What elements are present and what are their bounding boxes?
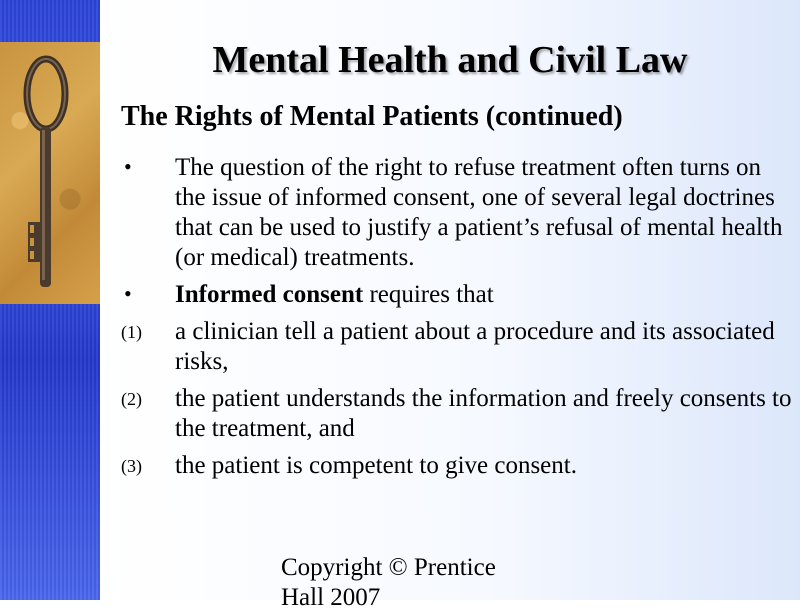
- bullet-text: [175, 280, 796, 310]
- numbered-text: a clinician tell a patient about a procedure and its associated risks,: [175, 318, 775, 375]
- number-marker: (3): [121, 456, 142, 476]
- copyright-footer: Copyright © Prentice Hall 2007: [281, 554, 496, 611]
- numbered-text: the patient is competent to give consent.: [175, 452, 577, 479]
- bullet-text: The question of the right to refuse treatment often turns on the issue of informed consent, one of several legal doctrines that can be used to justify a patient’s refusal of mental health (or medical) treatments.: [175, 154, 783, 271]
- bullet-item: [121, 153, 796, 273]
- number-marker: (1): [121, 322, 142, 342]
- number-marker: (2): [121, 389, 142, 409]
- bullet-marker: •: [124, 281, 132, 306]
- numbered-item: [121, 384, 796, 444]
- bullet-text-rest: requires that: [363, 281, 494, 308]
- bullet-marker: •: [124, 154, 132, 179]
- slide-title: Mental Health and Civil Law: [212, 39, 688, 81]
- slide-subtitle: The Rights of Mental Patients (continued): [121, 101, 623, 132]
- numbered-item: [121, 317, 796, 377]
- slide-body: [121, 153, 796, 488]
- numbered-item: [121, 451, 796, 481]
- key-icon: [0, 42, 100, 304]
- bold-term: Informed consent: [175, 281, 364, 308]
- bullet-item: [121, 280, 796, 310]
- key-photo: [0, 42, 100, 304]
- numbered-text: the patient understands the information and freely consents to the treatment, and: [175, 385, 792, 442]
